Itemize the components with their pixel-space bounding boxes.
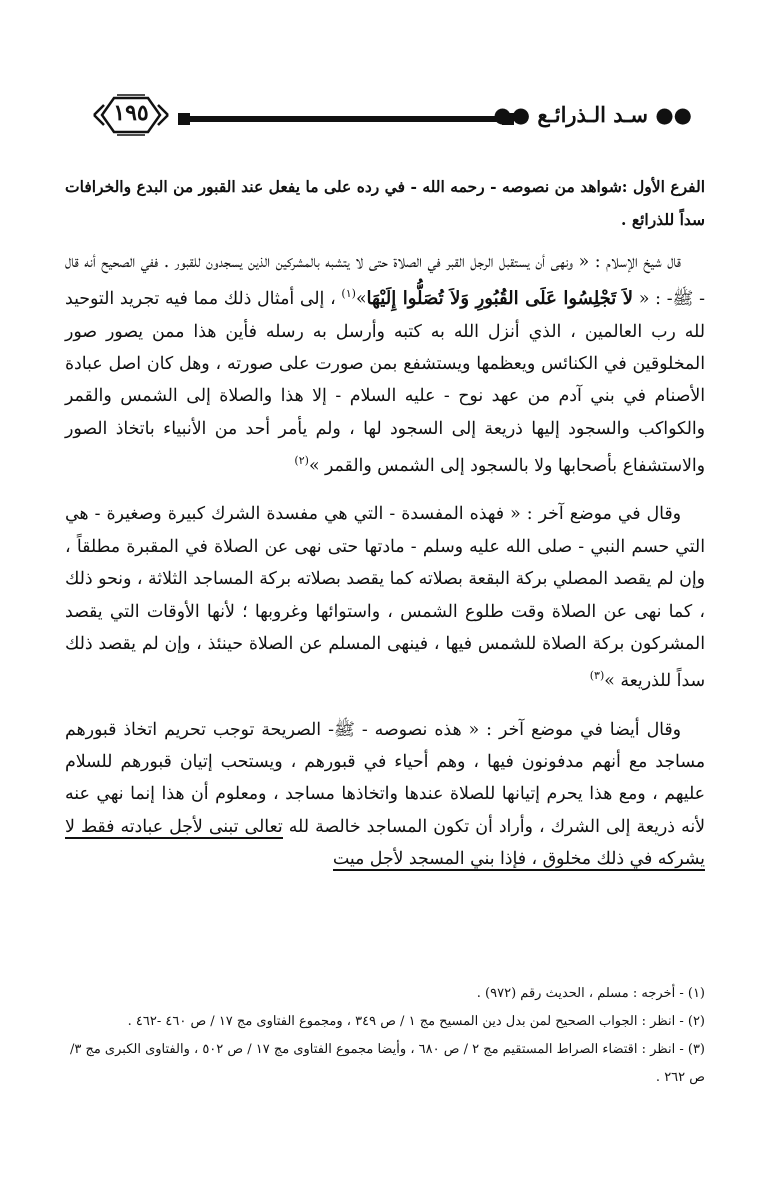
quote-close: »: [355, 289, 367, 310]
footnote-2: (٢) - انظر : الجواب الصحيح لمن بدل دين المسيح مج ١ / ص ٣٤٩ ، ومجموع الفتاوى مج ١٧ / ص ٤٦٠ -٤٦٢ .: [127, 1014, 705, 1029]
footnotes: [65, 980, 705, 1092]
running-title: [492, 102, 692, 127]
paragraph-text: وقال في موضع آخر : « فهذه المفسدة - التي هي مفسدة الشرك كبيرة وصغيرة - هي التي حسم النبي - صلى الله عليه وسلم - مادتها حتى نهى عن الصلاة في المقبرة مطلقاً ، وإن لم يقصد المصلي بركة البقعة بصلاته كما يقصد بصلاته بركة المساجد الثلاثة ، ونحو ذلك ، كما نهى عن الصلاة وقت طلوع الشمس ، واستوائها وغروبها ؛ لأنها الأوقات التي يقصد المشركون بركة الصلاة للشمس فيها ، فينهى المسلم عن الصلاة حينئذ ، وإن لم يقصد ذلك سداً للذريعة »: [65, 504, 705, 692]
section-heading: الفرع الأول :شواهد من نصوصه - رحمه الله - في رده على ما يفعل عند القبور من البدع والخرافات سداً للذرائع .: [65, 177, 705, 229]
footnote-ref: (٣): [589, 669, 605, 683]
running-title-text: سـد الـذرائـع: [537, 102, 649, 127]
paragraph-text: ، إلى أمثال ذلك مما فيه تجريد التوحيد لله رب العالمين ، الذي أنزل الله به كتبه وأرسل به رسله فأين هذا ممن يصور صور المخلوقين في الكنائس ويعظمها ويستشفع بمن صورت على صورته ، وهل كان اصل عبادة الأصنام في بني آدم من عهد نوح - عليه السلام - إلا هذا والصلاة إلى الشمس والقمر والكواكب والسجود إليها ذريعة إلى السجود لها ، ولم يأمر أحد من الأنبياء باتخاذ الصور والاستشفاع بأصحابها ولا بالسجود إلى الشمس والقمر »: [65, 289, 705, 476]
footnote-1: (١) - أخرجه : مسلم ، الحديث رقم (٩٧٢) .: [476, 986, 705, 1001]
paragraph-3: [65, 714, 705, 876]
footnote-ref: (١): [341, 287, 356, 301]
paragraph-text: قال شيخ الإسلام : « ونهى أن يستقبل الرجل القبر في الصلاة حتى لا يتشبه بالمشركين الذين يسجدون للقبور . ففي الصحيح أنه قال - ﷺ- : «: [65, 252, 705, 310]
page-number: ١٩٥: [113, 100, 149, 126]
page-header: [92, 92, 692, 142]
header-rule: [178, 116, 508, 122]
paragraph-1: [65, 246, 705, 482]
paragraph-last-line: تعالى تبنى لأجل عبادته فقط لا يشركه في ذلك مخلوق ، فإذا بني المسجد لأجل ميت: [65, 816, 705, 870]
footnote-3: (٣) - انظر : اقتضاء الصراط المستقيم مج ٢ / ص ٦٨٠ ، وأيضا مجموع الفتاوى مج ١٧ / ص ٥٠٢ ، والفتاوى الكبرى مج ٣/ ص ٢٦٢ .: [69, 1042, 705, 1085]
paragraph-2: [65, 498, 705, 697]
body-text: [65, 246, 705, 892]
title-dots: ●●: [493, 102, 531, 127]
paragraph-text: وقال أيضا في موضع آخر : « هذه نصوصه - ﷺ- الصريحة توجب تحريم اتخاذ قبورهم مساجد مع أنهم مدفونون فيها ، وهم أحياء في قبورهم ، ويستحب إتيان قبورهم للسلام عليهم ، ومع هذا يحرم إتيانها للصلاة عندها واتخاذها مساجد ، ومعلوم أن هذا إنما نهي عنه لأنه ذريعة إلى الشرك ، وأراد أن تكون المساجد خالصة لله: [65, 719, 705, 837]
footnote-ref: (٢): [294, 454, 309, 468]
title-dots: ●●: [655, 102, 692, 127]
hadith-quote: لاَ تَجْلِسُوا عَلَى القُبُورِ وَلاَ تُصَلُّوا إِلَيْهَا: [366, 288, 634, 310]
page-number-ornament: [92, 92, 170, 138]
